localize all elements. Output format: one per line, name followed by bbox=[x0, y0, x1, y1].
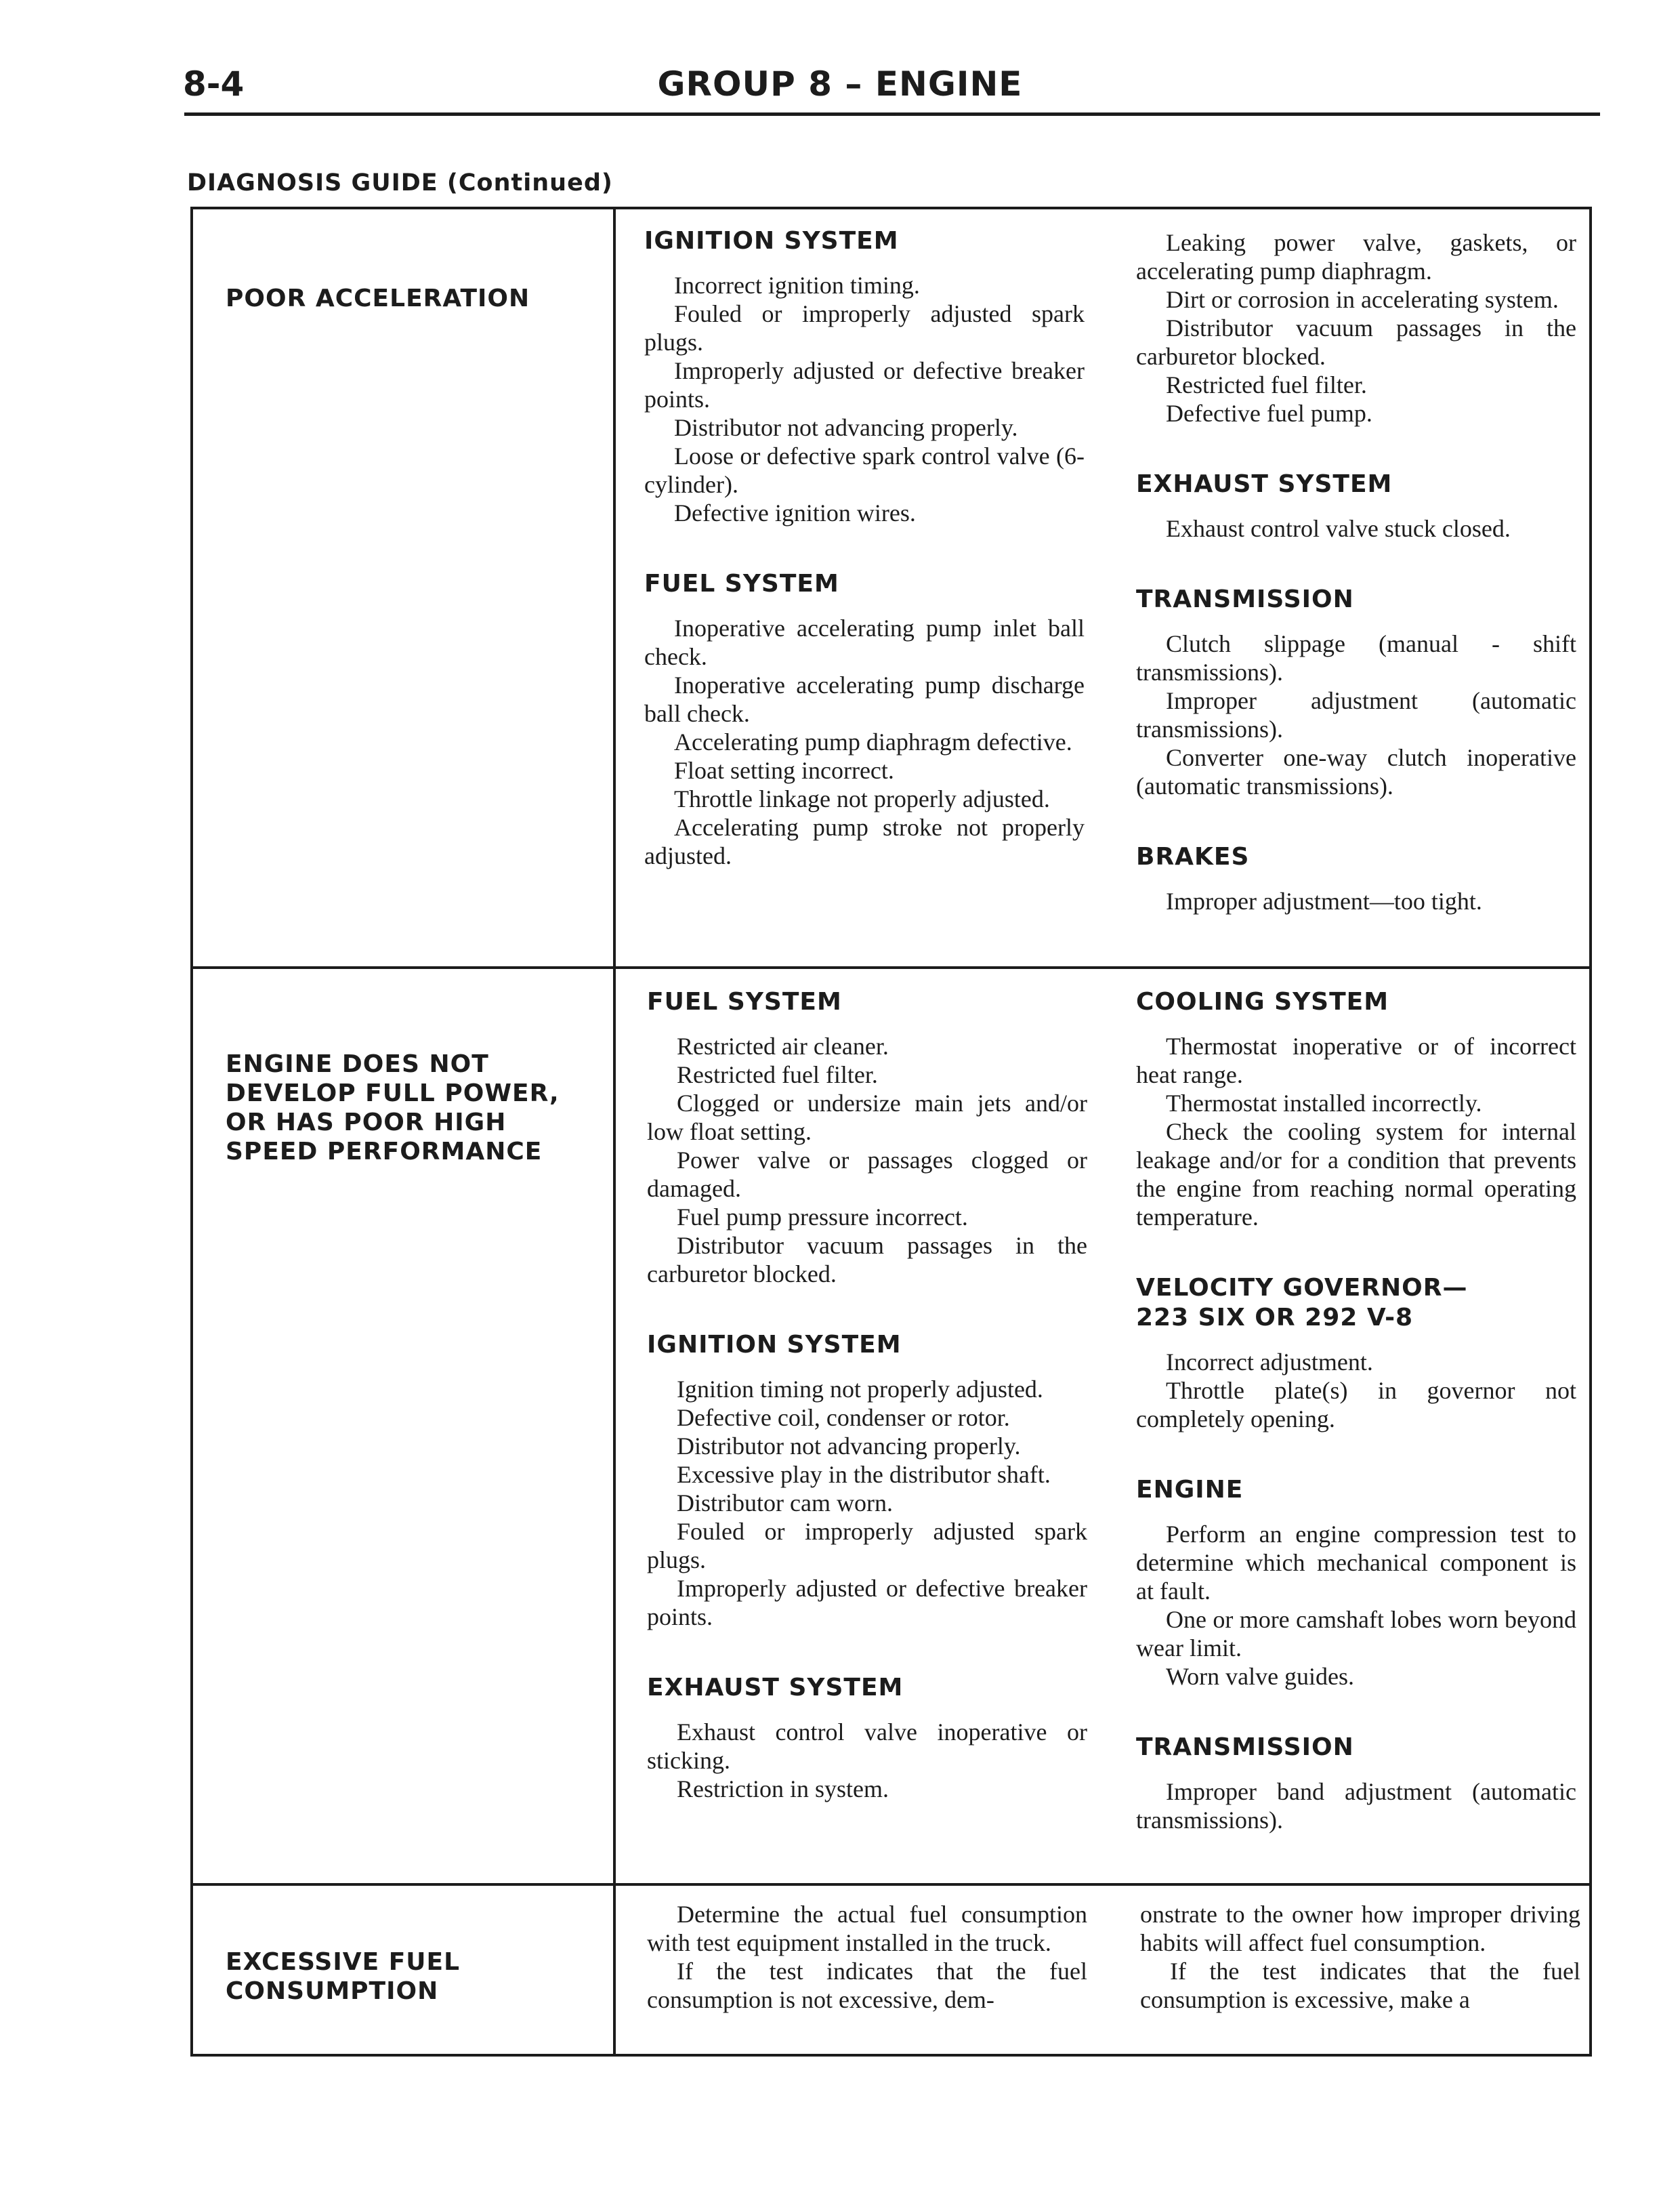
section-heading: EXHAUST SYSTEM bbox=[647, 1674, 904, 1701]
cause-item: Distributor cam worn. bbox=[677, 1489, 893, 1516]
cause-item: Inoperative accelerating pump discharge ball check. bbox=[644, 672, 1085, 727]
cause-item: Thermostat inoperative or of incorrect heat range. bbox=[1136, 1033, 1576, 1088]
diagnosis-table bbox=[190, 207, 1592, 2057]
cause-item: Improper adjustment—too tight. bbox=[1166, 888, 1482, 915]
cause-item: Incorrect adjustment. bbox=[1166, 1348, 1373, 1376]
cause-item: Improperly adjusted or defective breaker points. bbox=[647, 1575, 1087, 1630]
cause-item: Inoperative accelerating pump inlet ball check. bbox=[644, 615, 1085, 670]
page-number: 8-4 bbox=[183, 64, 245, 104]
column-divider bbox=[613, 209, 616, 2054]
cause-item: Float setting incorrect. bbox=[674, 757, 894, 784]
cause-item: Dirt or corrosion in accelerating system. bbox=[1166, 286, 1559, 313]
cause-item: Throttle plate(s) in governor not completely opening. bbox=[1136, 1377, 1576, 1432]
section-heading: COOLING SYSTEM bbox=[1136, 988, 1389, 1016]
cause-item: Throttle linkage not properly adjusted. bbox=[674, 785, 1050, 812]
cause-column-left bbox=[647, 987, 1087, 1803]
condition-label: EXCESSIVE FUEL CONSUMPTION bbox=[226, 1948, 461, 2005]
cause-item: Defective coil, condenser or rotor. bbox=[677, 1404, 1010, 1431]
section-heading: EXHAUST SYSTEM bbox=[1136, 470, 1393, 498]
row-divider bbox=[193, 1883, 1589, 1886]
cause-item: Converter one-way clutch inoperative (automatic transmissions). bbox=[1136, 744, 1576, 800]
cause-item: Accelerating pump stroke not properly adjusted. bbox=[644, 814, 1085, 869]
header-rule bbox=[184, 112, 1600, 116]
cause-item: Fuel pump pressure incorrect. bbox=[677, 1203, 968, 1231]
cause-item: Accelerating pump diaphragm defective. bbox=[674, 728, 1072, 756]
cause-item: Worn valve guides. bbox=[1166, 1663, 1355, 1690]
cause-item: onstrate to the owner how improper driving habits will affect fuel consumption. bbox=[1140, 1901, 1580, 1956]
cause-item: Loose or defective spark control valve (6-cylinder). bbox=[644, 442, 1085, 498]
running-head: GROUP 8 – ENGINE bbox=[657, 64, 1023, 104]
cause-item: Thermostat installed incorrectly. bbox=[1166, 1090, 1482, 1117]
cause-column-right bbox=[1136, 228, 1576, 915]
cause-item: Distributor not advancing properly. bbox=[674, 414, 1018, 441]
cause-item: Improperly adjusted or defective breaker points. bbox=[644, 357, 1085, 413]
section-heading: FUEL SYSTEM bbox=[647, 988, 842, 1016]
cause-item: Fouled or improperly adjusted spark plugs. bbox=[647, 1518, 1087, 1573]
cause-item: Distributor not advancing properly. bbox=[677, 1432, 1021, 1460]
cause-item: One or more camshaft lobes worn beyond wear limit. bbox=[1136, 1606, 1576, 1661]
cause-item: Restricted fuel filter. bbox=[677, 1061, 878, 1088]
cause-column-left bbox=[644, 226, 1085, 870]
cause-item: Restriction in system. bbox=[677, 1775, 889, 1802]
cause-item: Defective fuel pump. bbox=[1166, 400, 1372, 427]
condition-label: ENGINE DOES NOT DEVELOP FULL POWER, OR HAS POOR HIGH SPEED PERFORMANCE bbox=[226, 1050, 560, 1165]
cause-item: Power valve or passages clogged or damaged. bbox=[647, 1147, 1087, 1202]
section-heading: FUEL SYSTEM bbox=[644, 570, 839, 598]
cause-item: Restricted air cleaner. bbox=[677, 1033, 889, 1060]
cause-item: Fouled or improperly adjusted spark plugs. bbox=[644, 300, 1085, 356]
cause-item: Exhaust control valve inoperative or sticking. bbox=[647, 1718, 1087, 1774]
row-divider bbox=[193, 966, 1589, 969]
section-heading: TRANSMISSION bbox=[1136, 1733, 1354, 1761]
section-heading: BRAKES bbox=[1136, 843, 1250, 871]
cause-item: If the test indicates that the fuel consumption is not excessive, dem- bbox=[647, 1958, 1087, 2013]
cause-item: Excessive play in the distributor shaft. bbox=[677, 1461, 1051, 1488]
cause-item: Clogged or undersize main jets and/or low float setting. bbox=[647, 1090, 1087, 1145]
cause-item: Improper adjustment (automatic transmissions). bbox=[1136, 687, 1576, 743]
section-heading: IGNITION SYSTEM bbox=[647, 1331, 902, 1359]
condition-label: POOR ACCELERATION bbox=[226, 285, 530, 312]
cause-item: Clutch slippage (manual - shift transmissions). bbox=[1136, 630, 1576, 686]
section-heading: VELOCITY GOVERNOR— 223 SIX OR 292 V-8 bbox=[1136, 1274, 1468, 1332]
cause-item: Check the cooling system for internal leakage and/or for a condition that prevents the engine from reaching normal operating temperature. bbox=[1136, 1118, 1576, 1231]
cause-item: If the test indicates that the fuel consumption is excessive, make a bbox=[1140, 1958, 1580, 2013]
cause-item: Distributor vacuum passages in the carburetor blocked. bbox=[647, 1232, 1087, 1287]
cause-item: Ignition timing not properly adjusted. bbox=[677, 1376, 1043, 1403]
section-heading: IGNITION SYSTEM bbox=[644, 227, 899, 255]
cause-column-right bbox=[1140, 1900, 1580, 2014]
cause-column-left bbox=[647, 1900, 1087, 2014]
cause-item: Restricted fuel filter. bbox=[1166, 371, 1367, 398]
cause-item: Improper band adjustment (automatic transmissions). bbox=[1136, 1778, 1576, 1834]
cause-item: Leaking power valve, gaskets, or accelerating pump diaphragm. bbox=[1136, 229, 1576, 285]
cause-item: Determine the actual fuel consumption with test equipment installed in the truck. bbox=[647, 1901, 1087, 1956]
cause-item: Perform an engine compression test to determine which mechanical component is at fault. bbox=[1136, 1521, 1576, 1605]
section-heading: ENGINE bbox=[1136, 1476, 1244, 1504]
guide-title: DIAGNOSIS GUIDE (Continued) bbox=[187, 169, 613, 197]
cause-item: Defective ignition wires. bbox=[674, 499, 916, 527]
section-heading: TRANSMISSION bbox=[1136, 585, 1354, 613]
cause-item: Incorrect ignition timing. bbox=[674, 272, 920, 299]
cause-item: Exhaust control valve stuck closed. bbox=[1166, 515, 1511, 542]
cause-item: Distributor vacuum passages in the carburetor blocked. bbox=[1136, 314, 1576, 370]
cause-column-right bbox=[1136, 987, 1576, 1834]
